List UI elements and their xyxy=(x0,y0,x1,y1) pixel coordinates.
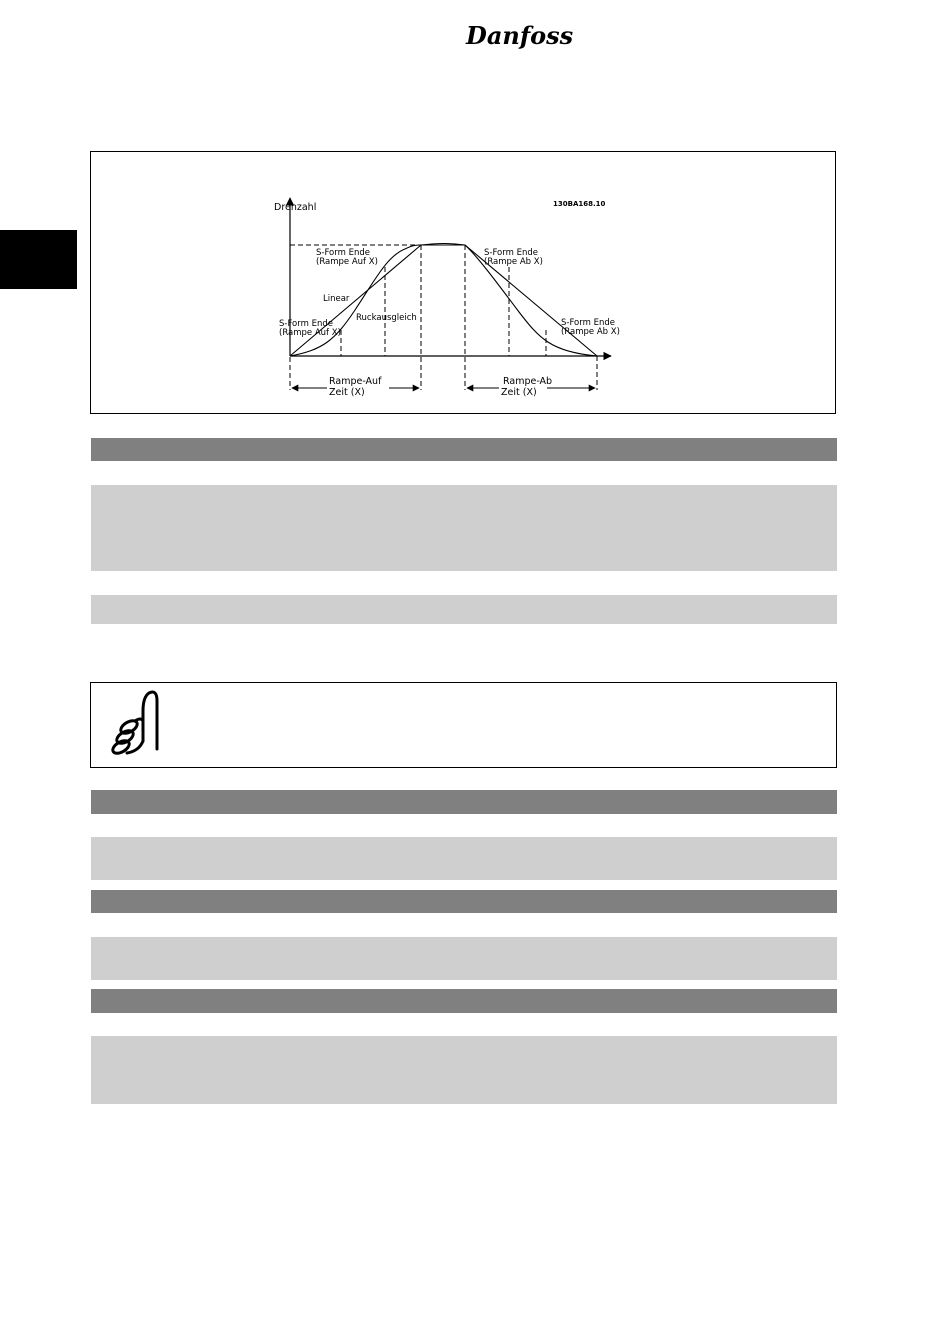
label-s-end-down-bottom-1: S-Form Ende xyxy=(561,318,615,328)
label-s-end-up-bottom-1: S-Form Ende xyxy=(279,319,333,329)
note-box xyxy=(90,682,837,768)
label-s-end-down-bottom-2: (Rampe Ab X) xyxy=(561,327,620,337)
chapter-tab xyxy=(0,230,77,289)
label-s-end-up-top-2: (Rampe Auf X) xyxy=(316,257,378,267)
figure-code: 130BA168.10 xyxy=(553,200,606,208)
parameter-options-block xyxy=(91,595,837,624)
brand-wordmark: Danfoss xyxy=(466,21,574,50)
parameter-options-block xyxy=(91,485,837,571)
label-s-end-up-top-1: S-Form Ende xyxy=(316,248,370,258)
ramp-down-label-1: Rampe-Ab xyxy=(503,376,553,387)
label-s-end-up-bottom-2: (Rampe Auf X) xyxy=(279,328,341,338)
danfoss-logo xyxy=(462,18,574,52)
parameter-header-bar xyxy=(91,438,837,461)
label-s-end-down-top-1: S-Form Ende xyxy=(484,248,538,258)
ramp-up-label-1: Rampe-Auf xyxy=(329,376,382,387)
label-linear: Linear xyxy=(323,294,350,304)
y-axis-label: Drehzahl xyxy=(274,202,317,213)
ramp-down-label-2: Zeit (X) xyxy=(501,387,537,398)
parameter-header-bar xyxy=(91,890,837,913)
ramp-diagram xyxy=(91,152,837,415)
ramp-up-label-2: Zeit (X) xyxy=(329,387,365,398)
pointing-hand-icon xyxy=(105,691,161,757)
parameter-options-block xyxy=(91,837,837,880)
parameter-options-block xyxy=(91,937,837,980)
label-jerk-compensation: Ruckausgleich xyxy=(356,313,417,323)
label-s-end-down-top-2: (Rampe Ab X) xyxy=(484,257,543,267)
parameter-options-block xyxy=(91,1036,837,1104)
parameter-header-bar xyxy=(91,790,837,814)
speed-ramp-figure xyxy=(90,151,836,414)
parameter-header-bar xyxy=(91,989,837,1013)
